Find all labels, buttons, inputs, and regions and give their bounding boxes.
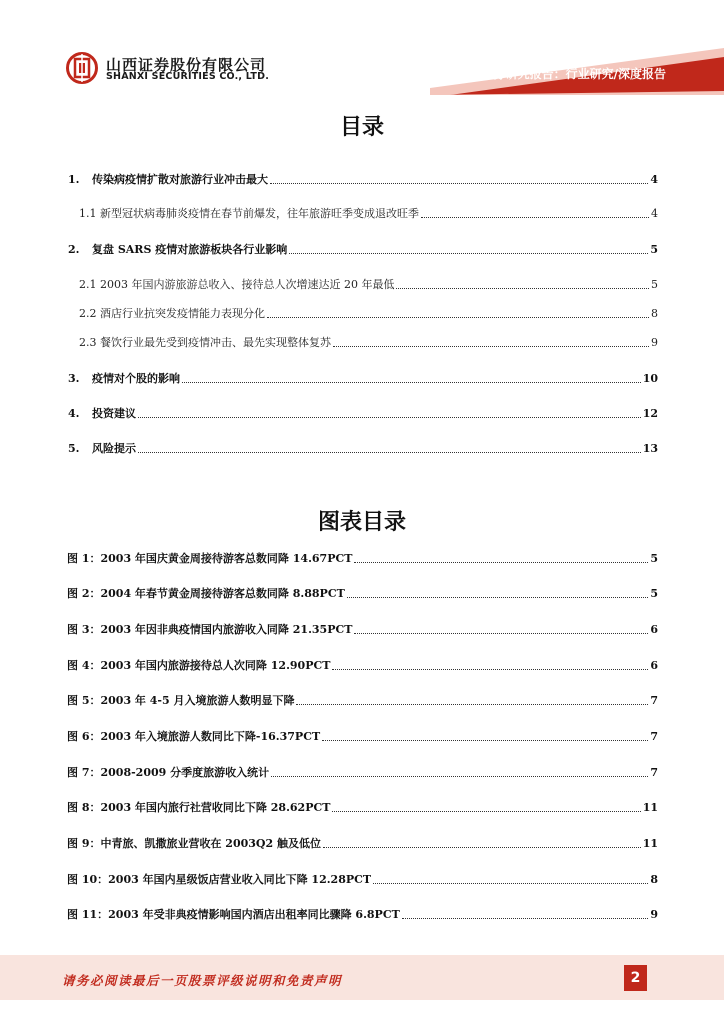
toc-title: 目录 xyxy=(339,115,384,140)
dot-leader xyxy=(396,288,649,289)
toc-entry-page: 4 xyxy=(650,173,658,186)
toc-entry-2[interactable] xyxy=(68,243,658,257)
figure-entry-page: 11 xyxy=(642,801,658,814)
toc-entry-2-3[interactable] xyxy=(79,336,658,350)
company-logo-icon xyxy=(66,52,98,84)
toc-entry-text: 疫情对个股的影响 xyxy=(92,372,180,385)
toc-entry-page: 12 xyxy=(642,407,658,420)
dot-leader xyxy=(333,346,649,347)
figure-entry-text: 图 9：中青旅、凯撒旅业营收在 2003Q2 触及低位 xyxy=(67,837,321,850)
toc-entry-1[interactable] xyxy=(68,173,658,187)
figure-entry-6[interactable] xyxy=(67,730,658,744)
figure-entry-2[interactable] xyxy=(67,587,658,601)
dot-leader xyxy=(296,704,648,705)
toc-entry-3[interactable] xyxy=(68,372,658,386)
toc-entry-2-1[interactable] xyxy=(79,278,658,292)
figure-entry-4[interactable] xyxy=(67,659,658,673)
toc-entry-text: 投资建议 xyxy=(92,407,136,420)
figure-entry-page: 5 xyxy=(650,587,658,600)
dot-leader xyxy=(402,918,649,919)
toc-entry-number: 1. xyxy=(68,173,80,186)
figure-entry-page: 9 xyxy=(650,908,658,921)
figure-entry-text: 图 1：2003 年国庆黄金周接待游客总数同降 14.67PCT xyxy=(67,552,353,565)
page-number: 2 xyxy=(624,965,647,991)
dot-leader xyxy=(332,669,648,670)
toc-entry-page: 8 xyxy=(651,307,658,320)
dot-leader xyxy=(373,883,648,884)
toc-entry-page: 13 xyxy=(642,442,658,455)
figure-entry-page: 6 xyxy=(650,659,658,672)
toc-entry-page: 5 xyxy=(650,243,658,256)
toc-entry-text: 风险提示 xyxy=(92,442,136,455)
dot-leader xyxy=(354,562,648,563)
dot-leader xyxy=(323,847,641,848)
dot-leader xyxy=(354,633,648,634)
dot-leader xyxy=(138,452,641,453)
dot-leader xyxy=(270,183,648,184)
figure-entry-text: 图 5：2003 年 4-5 月入境旅游人数明显下降 xyxy=(67,694,295,707)
figure-entry-page: 5 xyxy=(650,552,658,565)
figure-entry-page: 8 xyxy=(650,873,658,886)
figure-entry-text: 图 2：2004 年春节黄金周接待游客总数同降 8.88PCT xyxy=(67,587,345,600)
figure-entry-text: 图 10：2003 年国内星级饭店营业收入同比下降 12.28PCT xyxy=(67,873,372,886)
toc-entry-1-1[interactable] xyxy=(79,207,658,221)
figure-entry-text: 图 8：2003 年国内旅行社营收同比下降 28.62PCT xyxy=(67,801,331,814)
toc-entry-2-2[interactable] xyxy=(79,307,658,321)
figure-entry-10[interactable] xyxy=(67,873,658,887)
figure-entry-page: 7 xyxy=(650,766,658,779)
toc-entry-page: 10 xyxy=(642,372,658,385)
dot-leader xyxy=(138,417,641,418)
figure-entry-11[interactable] xyxy=(67,908,658,922)
figure-entry-5[interactable] xyxy=(67,694,658,708)
toc-entry-5[interactable] xyxy=(68,442,658,456)
dot-leader xyxy=(289,253,648,254)
dot-leader xyxy=(322,740,648,741)
figure-entry-page: 7 xyxy=(650,730,658,743)
dot-leader xyxy=(332,811,640,812)
figure-entry-text: 图 4：2003 年国内旅游接待总人次同降 12.90PCT xyxy=(67,659,331,672)
figure-entry-1[interactable] xyxy=(67,552,658,566)
company-name-cn: 山西证券股份有限公司 xyxy=(106,56,267,74)
figure-entry-9[interactable] xyxy=(67,837,658,851)
figure-list-title: 图表目录 xyxy=(317,510,406,535)
dot-leader xyxy=(182,382,641,383)
figure-entry-page: 11 xyxy=(642,837,658,850)
toc-entry-4[interactable] xyxy=(68,407,658,421)
report-type-label: 证券研究报告：行业研究/深度报告 xyxy=(481,67,666,81)
toc-entry-text: 复盘 SARS 疫情对旅游板块各行业影响 xyxy=(92,243,288,256)
figure-entry-page: 7 xyxy=(650,694,658,707)
dot-leader xyxy=(347,597,649,598)
toc-entry-number: 4. xyxy=(68,407,80,420)
figure-entry-8[interactable] xyxy=(67,801,658,815)
disclaimer-text: 请务必阅读最后一页股票评级说明和免责声明 xyxy=(62,973,343,988)
dot-leader xyxy=(271,776,648,777)
toc-entry-text: 传染病疫情扩散对旅游行业冲击最大 xyxy=(92,173,268,186)
dot-leader xyxy=(421,217,649,218)
figure-entry-text: 图 11：2003 年受非典疫情影响国内酒店出租率同比骤降 6.8PCT xyxy=(67,908,400,921)
company-name-en: SHANXI SECURITIES CO., LTD. xyxy=(106,71,270,82)
toc-entry-text: 2.1 2003 年国内游旅游总收入、接待总人次增速达近 20 年最低 xyxy=(79,278,395,291)
dot-leader xyxy=(267,317,649,318)
figure-entry-page: 6 xyxy=(650,623,658,636)
figure-entry-text: 图 3：2003 年因非典疫情国内旅游收入同降 21.35PCT xyxy=(67,623,353,636)
figure-entry-text: 图 6：2003 年入境旅游人数同比下降-16.37PCT xyxy=(67,730,321,743)
toc-entry-page: 4 xyxy=(651,207,658,220)
toc-entry-number: 3. xyxy=(68,372,80,385)
figure-entry-3[interactable] xyxy=(67,623,658,637)
toc-entry-text: 2.3 餐饮行业最先受到疫情冲击、最先实现整体复苏 xyxy=(79,336,331,349)
toc-entry-page: 5 xyxy=(651,278,658,291)
toc-entry-text: 1.1 新型冠状病毒肺炎疫情在春节前爆发，往年旅游旺季变成退改旺季 xyxy=(79,207,419,220)
toc-entry-number: 2. xyxy=(68,243,80,256)
toc-entry-page: 9 xyxy=(651,336,658,349)
figure-entry-text: 图 7：2008-2009 分季度旅游收入统计 xyxy=(67,766,270,779)
figure-entry-7[interactable] xyxy=(67,766,658,780)
toc-entry-text: 2.2 酒店行业抗突发疫情能力表现分化 xyxy=(79,307,265,320)
toc-entry-number: 5. xyxy=(68,442,80,455)
